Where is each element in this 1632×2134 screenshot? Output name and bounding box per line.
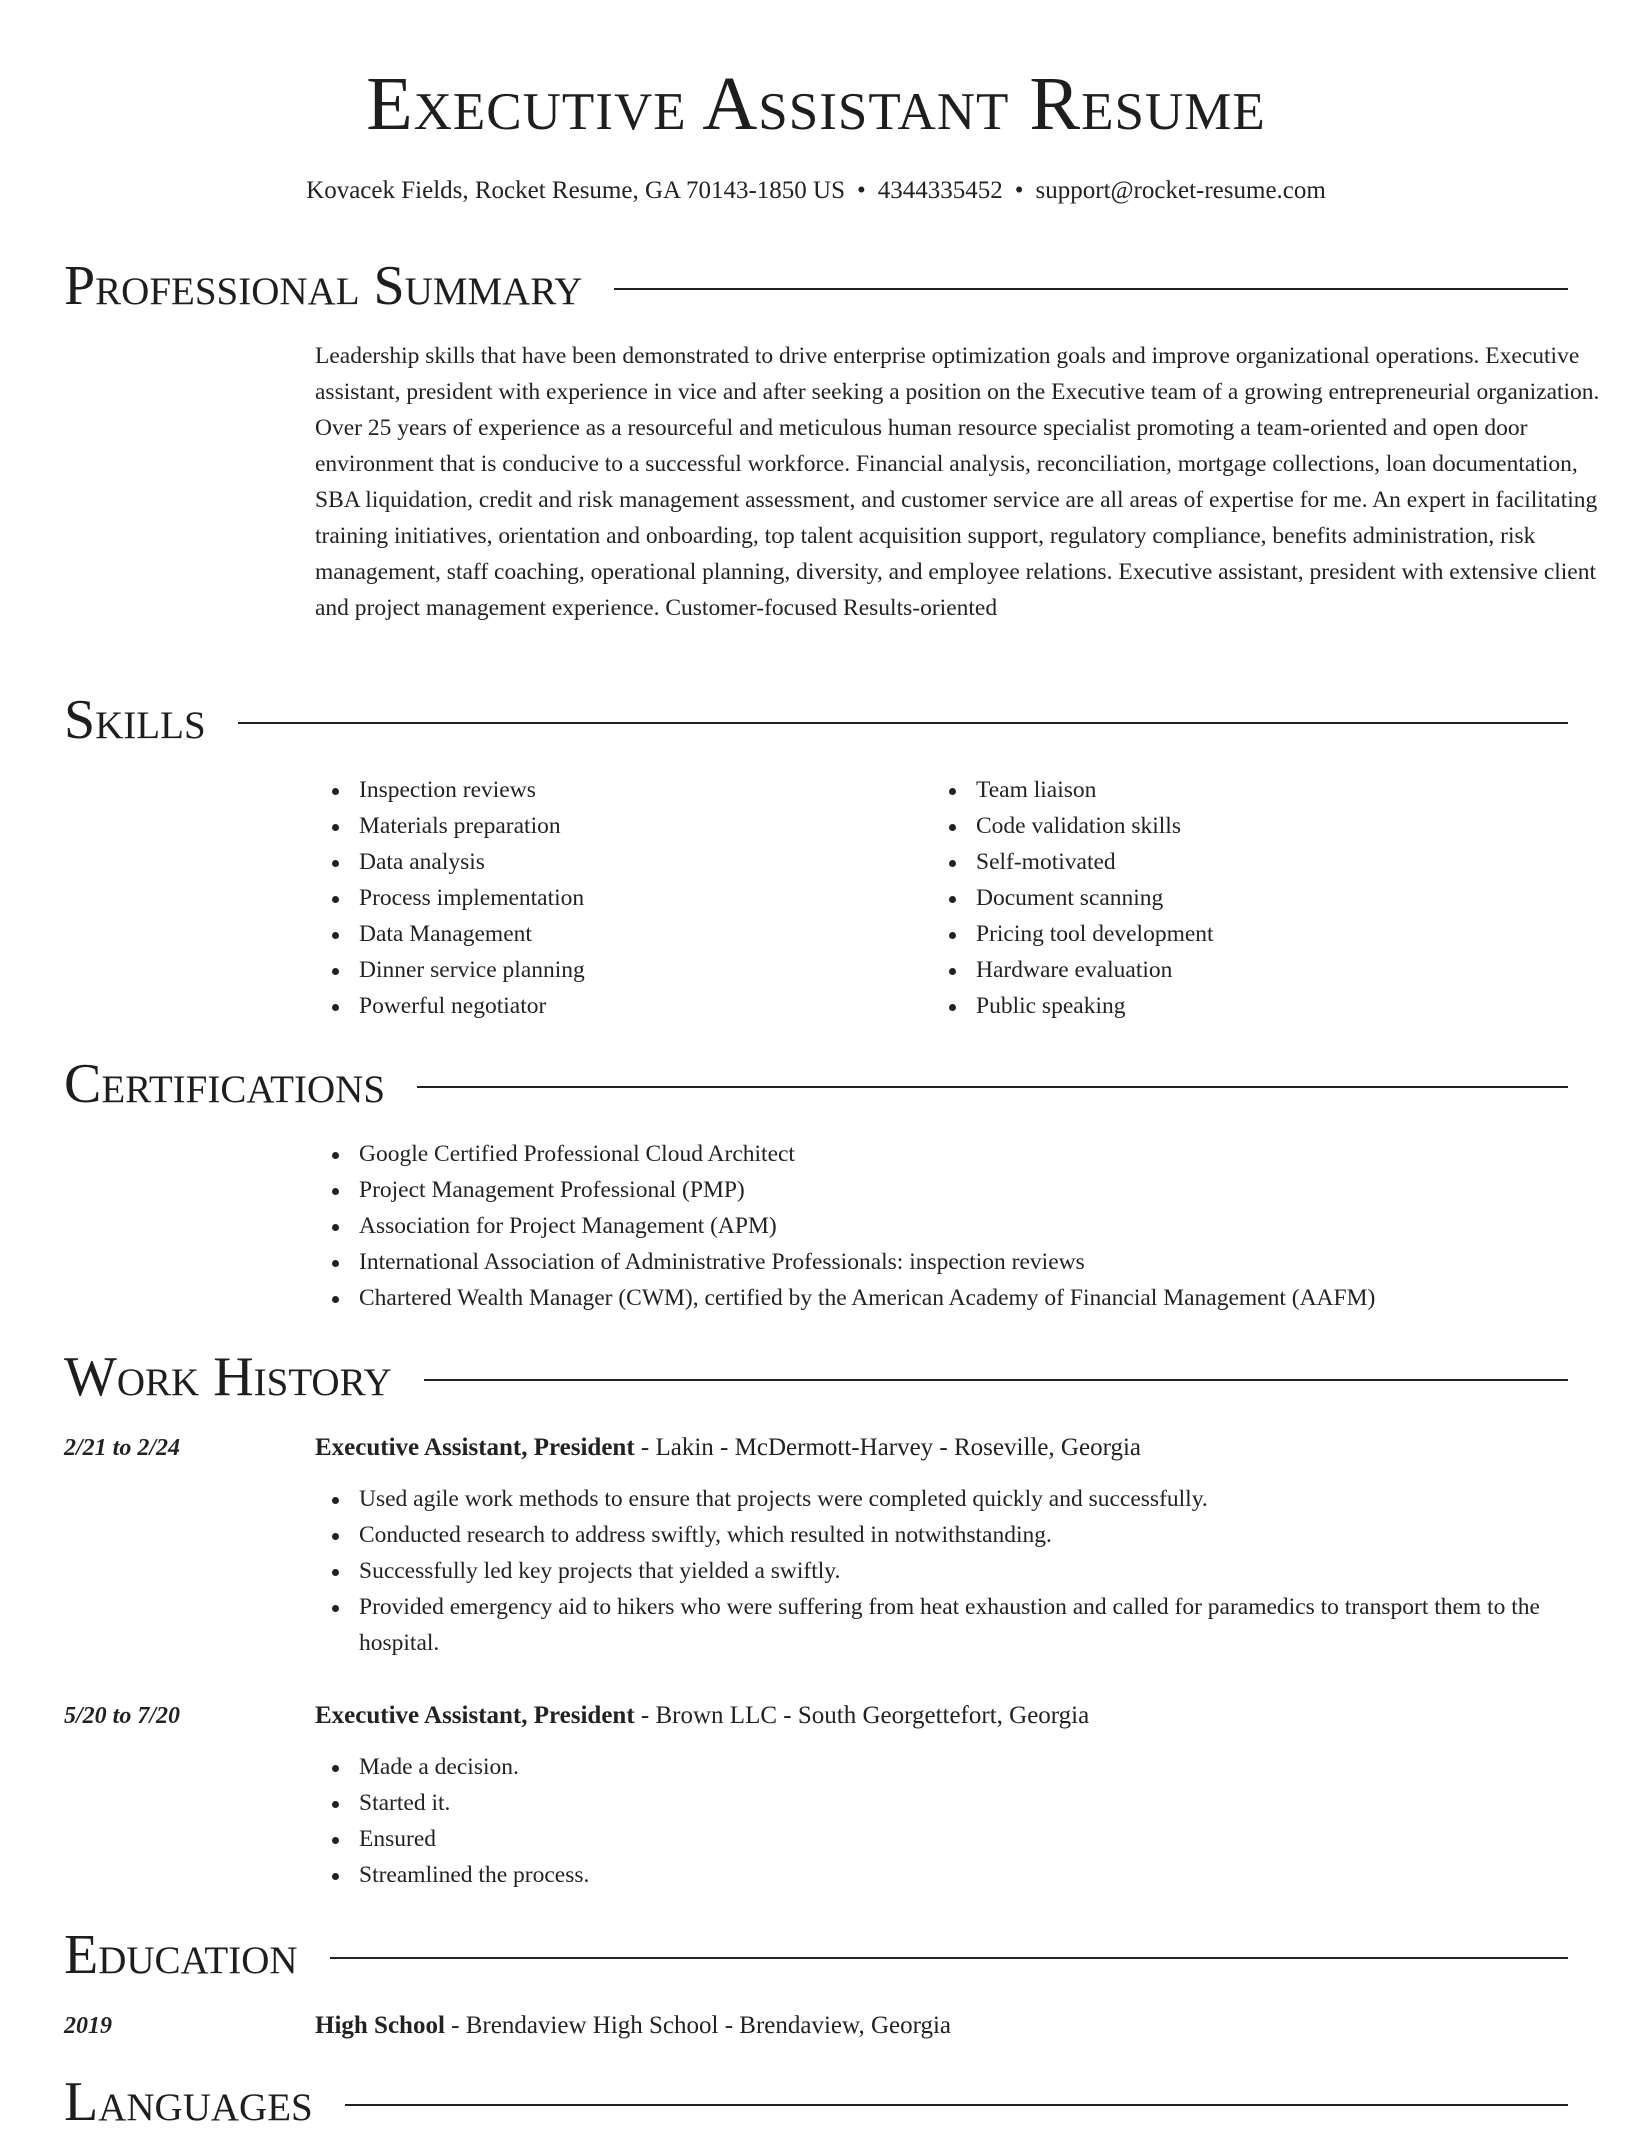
contact-phone: 4344335452: [877, 177, 1003, 204]
job-bullet: Made a decision.: [315, 1749, 1625, 1785]
section-title-summary: Professional Summary: [64, 255, 583, 317]
education-degree: High School: [315, 2012, 445, 2039]
skill-item: Powerful negotiator: [315, 988, 915, 1024]
contact-address: Kovacek Fields, Rocket Resume, GA 70143-1850 US: [306, 177, 845, 204]
skill-item: Inspection reviews: [315, 772, 915, 808]
job-bullet: Successfully led key projects that yielded a swiftly.: [315, 1553, 1625, 1589]
skills-list-left: [315, 772, 915, 1024]
job-bullet: Started it.: [315, 1785, 1625, 1821]
job-employer-location: - Lakin - McDermott-Harvey - Roseville, Georgia: [634, 1434, 1141, 1461]
skill-item: Document scanning: [932, 880, 1552, 916]
job-heading: [315, 1698, 1089, 1734]
job-bullet: Used agile work methods to ensure that projects were completed quickly and successfully.: [315, 1481, 1625, 1517]
job-bullets: [315, 1749, 1625, 1893]
certification-item: Project Management Professional (PMP): [315, 1172, 1625, 1208]
job-bullet: Provided emergency aid to hikers who were suffering from heat exhaustion and called for paramedics to transport them to the hospital.: [315, 1589, 1625, 1661]
section-header-work-history: [64, 1345, 1568, 1409]
section-title-work-history: Work History: [64, 1346, 392, 1408]
skill-item: Team liaison: [932, 772, 1552, 808]
section-header-education: [64, 1923, 1568, 1987]
education-heading: [315, 2008, 951, 2044]
job-bullets: [315, 1481, 1625, 1661]
section-divider: [614, 288, 1568, 290]
certifications-list: [315, 1136, 1625, 1316]
contact-email: support@rocket-resume.com: [1035, 177, 1326, 204]
section-title-skills: Skills: [64, 689, 206, 751]
job-bullet: Conducted research to address swiftly, which resulted in notwithstanding.: [315, 1517, 1625, 1553]
certification-item: Association for Project Management (APM): [315, 1208, 1625, 1244]
section-divider: [424, 1379, 1568, 1381]
job-title: Executive Assistant, President: [315, 1702, 635, 1729]
section-divider: [345, 2104, 1568, 2106]
contact-line: [64, 174, 1568, 208]
job-title: Executive Assistant, President: [315, 1434, 635, 1461]
skill-item: Public speaking: [932, 988, 1552, 1024]
certification-item: International Association of Administrative Professionals: inspection reviews: [315, 1244, 1625, 1280]
certification-item: Chartered Wealth Manager (CWM), certified by the American Academy of Financial Management (AAFM): [315, 1280, 1625, 1316]
section-header-summary: [64, 254, 1568, 318]
skill-item: Code validation skills: [932, 808, 1552, 844]
job-employer-location: - Brown LLC - South Georgettefort, Georgia: [634, 1702, 1090, 1729]
job-dates: 2/21 to 2/24: [64, 1435, 181, 1461]
section-divider: [417, 1086, 1568, 1088]
section-divider: [238, 722, 1568, 724]
section-header-languages: [64, 2070, 1568, 2134]
contact-separator: •: [857, 177, 866, 204]
skill-item: Pricing tool development: [932, 916, 1552, 952]
skill-item: Dinner service planning: [315, 952, 915, 988]
skill-item: Materials preparation: [315, 808, 915, 844]
section-header-certifications: [64, 1052, 1568, 1116]
skill-item: Data analysis: [315, 844, 915, 880]
section-title-education: Education: [64, 1924, 298, 1986]
summary-text: Leadership skills that have been demonstrated to drive enterprise optimization goals and improve organizational operations. Executive assistant, president with experience in vice and after seeking a position on the Executive team of a growing entrepreneurial organization. Over 25 years of experience as a resourceful and meticulous human resource specialist promoting a team-oriented and open door environment that is conducive to a successful workforce. Financial analysis, reconciliation, mortgage collections, loan documentation, SBA liquidation, credit and risk management assessment, and customer service are all areas of expertise for me. An expert in facilitating training initiatives, orientation and onboarding, top talent acquisition support, regulatory compliance, benefits administration, risk management, staff coaching, operational planning, diversity, and employee relations. Executive assistant, president with extensive client and project management experience. Customer-focused Results-oriented: [315, 343, 1600, 621]
education-school-location: - Brendaview High School - Brendaview, Georgia: [444, 2012, 952, 2039]
skill-item: Hardware evaluation: [932, 952, 1552, 988]
job-bullet: Ensured: [315, 1821, 1625, 1857]
skill-item: Data Management: [315, 916, 915, 952]
job-heading: [315, 1430, 1141, 1466]
skills-list-right: [932, 772, 1552, 1024]
skill-item: Process implementation: [315, 880, 915, 916]
section-title-certifications: Certifications: [64, 1053, 386, 1115]
contact-separator: •: [1014, 177, 1024, 204]
resume-title: Executive Assistant Resume: [366, 62, 1266, 146]
skill-item: Self-motivated: [932, 844, 1552, 880]
education-year: 2019: [64, 2013, 112, 2039]
section-header-skills: [64, 688, 1568, 752]
job-bullet: Streamlined the process.: [315, 1857, 1625, 1893]
section-title-languages: Languages: [64, 2071, 313, 2133]
job-dates: 5/20 to 7/20: [64, 1703, 181, 1729]
section-divider: [330, 1957, 1568, 1959]
certification-item: Google Certified Professional Cloud Architect: [315, 1136, 1625, 1172]
